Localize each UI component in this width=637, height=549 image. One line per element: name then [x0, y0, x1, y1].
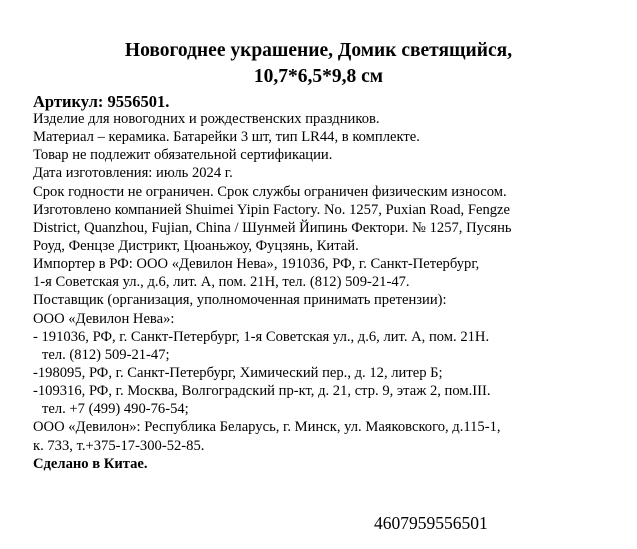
manufacture-date-line: Дата изготовления: июль 2024 г.	[33, 165, 233, 182]
material-line: Материал – керамика. Батарейки 3 шт, тип LR44, в комплекте.	[33, 129, 420, 146]
belarus-office-line: ООО «Девилон»: Республика Беларусь, г. Минск, ул. Маяковского, д.115-1,	[33, 419, 501, 436]
belarus-office-line: к. 733, т.+375-17-300-52-85.	[33, 437, 205, 454]
manufacturer-line: Роуд, Фенцзе Дистрикт, Цюаньжоу, Фуцзянь, Китай.	[33, 237, 359, 254]
supplier-name-line: ООО «Девилон Нева»:	[33, 310, 175, 327]
supplier-phone-line: тел. +7 (499) 490-76-54;	[42, 401, 189, 418]
label-text-block	[33, 110, 633, 473]
article-number: Артикул: 9556501.	[33, 92, 170, 111]
barcode-number: 4607959556501	[374, 513, 488, 533]
certification-line: Товар не подлежит обязательной сертификации.	[33, 147, 333, 164]
manufacturer-line: District, Quanzhou, Fujian, China / Шунмей Йипинь Фектори. № 1257, Пусянь	[33, 219, 512, 236]
supplier-address-line: -109316, РФ, г. Москва, Волгоградский пр-кт, д. 21, стр. 9, этаж 2, пом.III.	[33, 383, 491, 400]
supplier-heading-line: Поставщик (организация, уполномоченная принимать претензии):	[33, 292, 447, 309]
supplier-address-line: - 191036, РФ, г. Санкт-Петербург, 1-я Советская ул., д.6, лит. А, пом. 21Н.	[33, 328, 490, 345]
importer-line: Импортер в РФ: ООО «Девилон Нева», 191036, РФ, г. Санкт-Петербург,	[33, 256, 480, 273]
manufacturer-line: Изготовлено компанией Shuimei Yipin Factory. No. 1257, Puxian Road, Fengze	[33, 201, 510, 218]
supplier-address-line: -198095, РФ, г. Санкт-Петербург, Химический пер., д. 12, литер Б;	[33, 364, 443, 381]
country-of-origin-line: Сделано в Китае.	[33, 455, 148, 472]
importer-line: 1-я Советская ул., д.6, лит. А, пом. 21Н, тел. (812) 509-21-47.	[33, 274, 410, 291]
shelf-life-line: Срок годности не ограничен. Срок службы ограничен физическим износом.	[33, 183, 507, 200]
product-title-line-1: Новогоднее украшение, Домик светящийся,	[124, 40, 513, 61]
supplier-phone-line: тел. (812) 509-21-47;	[42, 346, 170, 363]
product-title-line-2: 10,7*6,5*9,8 см	[253, 66, 384, 87]
purpose-line: Изделие для новогодних и рождественских праздников.	[33, 111, 380, 127]
